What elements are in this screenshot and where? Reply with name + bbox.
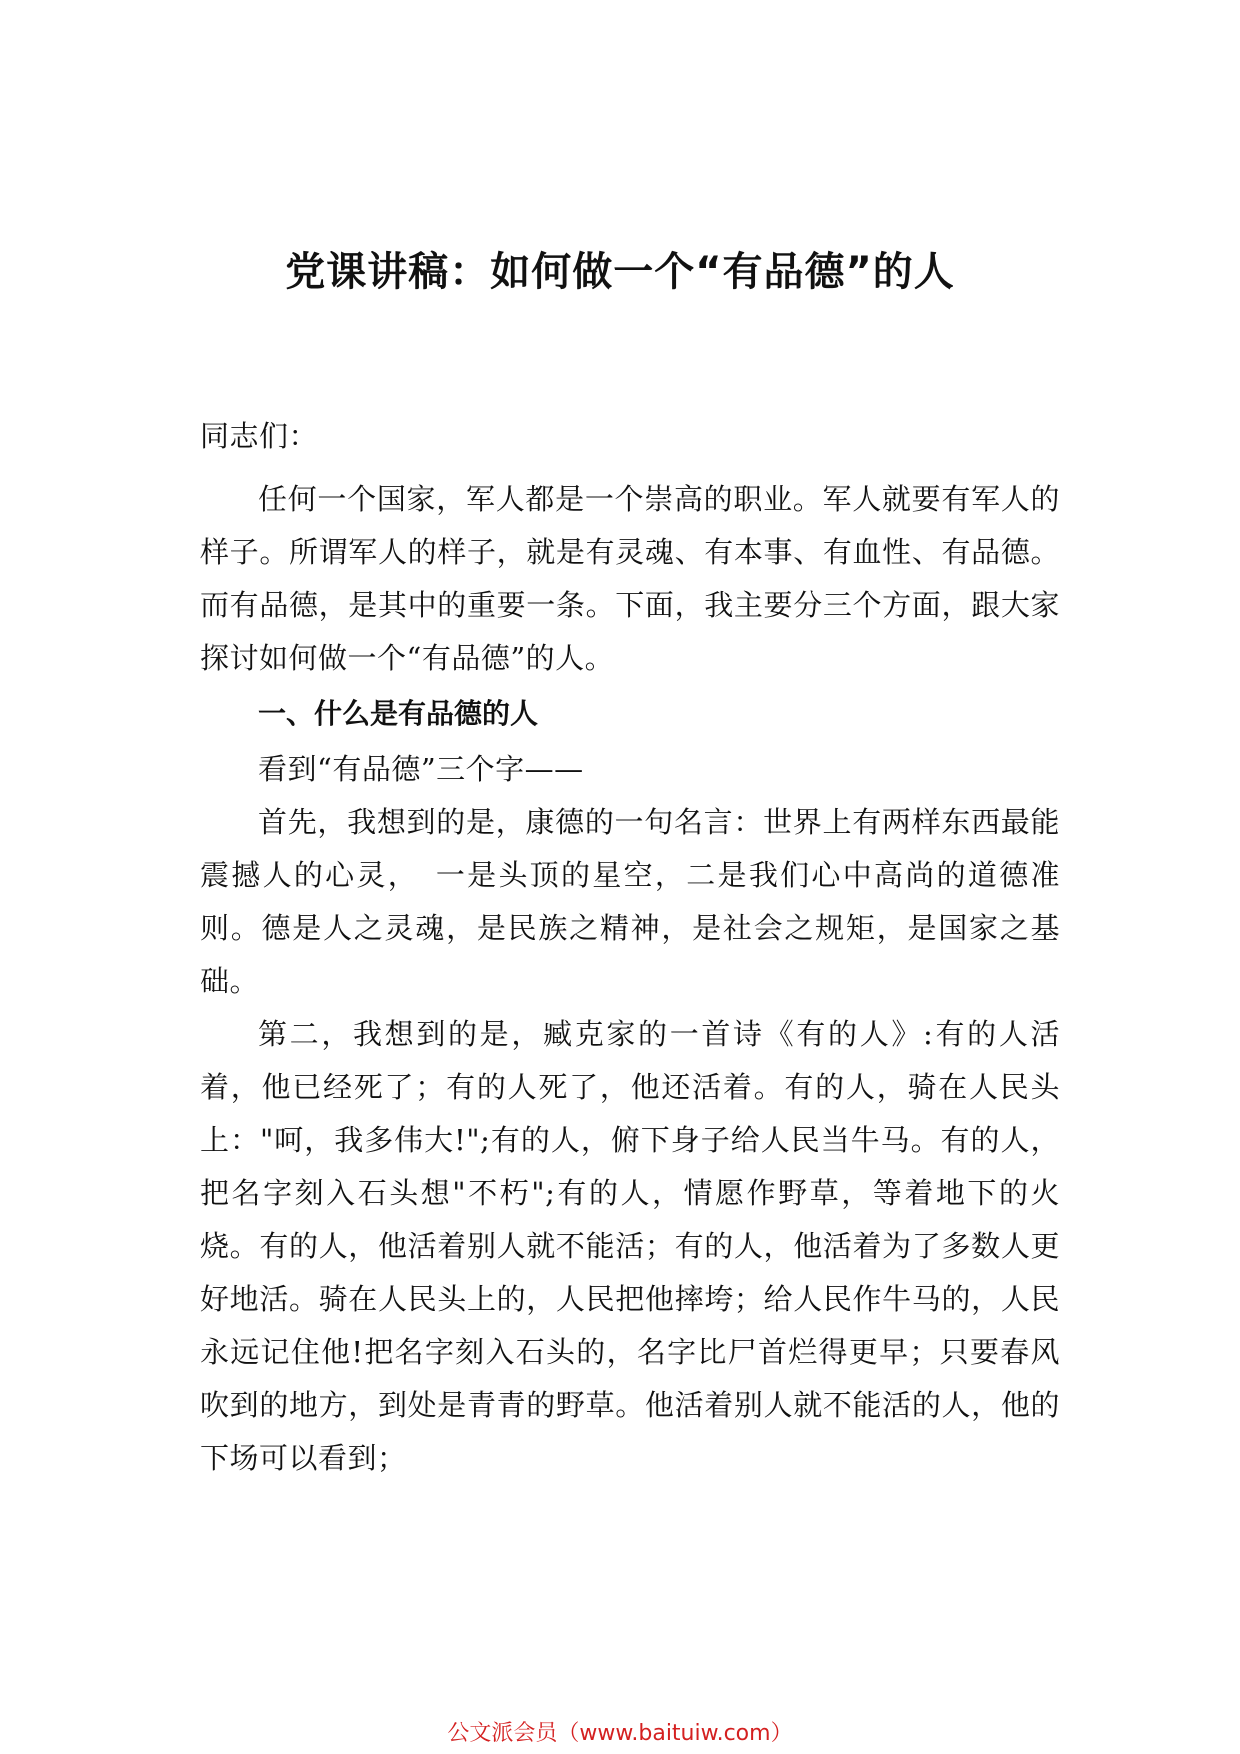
section1-paragraph-1: 看到“有品德”三个字—— [258,752,584,786]
document-body [200,410,1060,1485]
salutation: 同志们： [200,419,319,453]
watermark-footer: 公文派会员（www.baituiw.com） [447,1721,793,1746]
section1-paragraph-3: 第二，我想到的是，臧克家的一首诗《有的人》:有的人活着，他已经死了；有的人死了，他还活着。有的人，骑在人民头上："呵，我多伟大!";有的人，俯下身子给人民当牛马。有的人，把名字刻入石头想"不朽";有的人，情愿作野草，等着地下的火烧。有的人，他活着别人就不能活；有的人，他活着为了多数人更好地活。骑在人民头上的，人民把他摔垮；给人民作牛马的，人民永远记住他!把名字刻入石头的，名字比尸首烂得更早；只要春风吹到的地方，到处是青青的野草。他活着别人就不能活的人，他的下场可以看到； [200,1017,1060,1475]
section-heading-1: 一、什么是有品德的人 [258,697,539,730]
section1-paragraph-2: 首先，我想到的是，康德的一句名言：世界上有两样东西最能震撼人的心灵， 一是头顶的星空，二是我们心中高尚的道德准则。德是人之灵魂，是民族之精神，是社会之规矩，是国家之基础。 [200,805,1060,998]
document-title: 党课讲稿：如何做一个“有品德”的人 [285,249,955,295]
intro-paragraph: 任何一个国家，军人都是一个崇高的职业。军人就要有军人的样子。所谓军人的样子，就是有灵魂、有本事、有血性、有品德。而有品德，是其中的重要一条。下面，我主要分三个方面，跟大家探讨如何做一个“有品德”的人。 [200,482,1060,675]
